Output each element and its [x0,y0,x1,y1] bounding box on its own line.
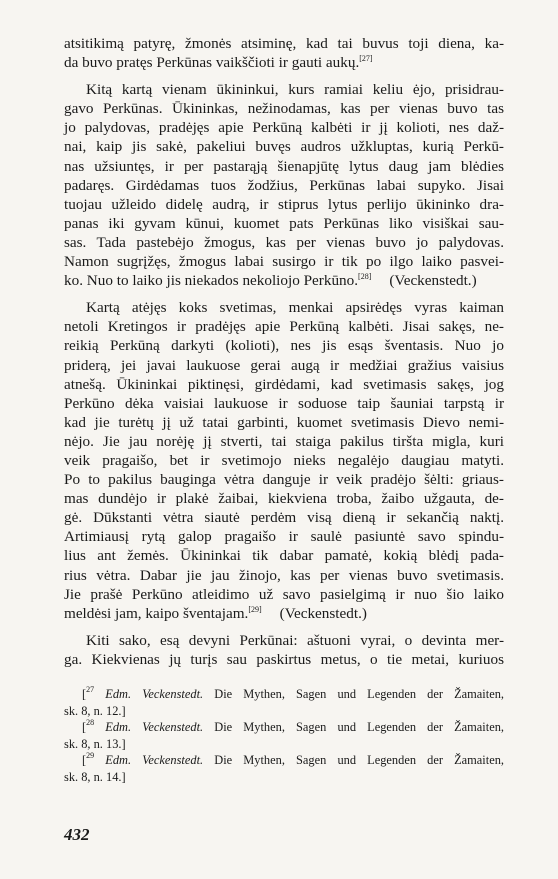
footnote-line: [$^{28}$ Edm. Veckenstedt. Die Mythen, Sagen und Legenden der Žamaiten, [82,718,504,735]
line-text: nėjo. Jie jau norėję jį stverti, tai staiga pakilus tiršta migla, kuri [64,432,504,450]
line-text: nai, kaip jis sakė, pakeliui buvęs audros užkluptas, kurią Perkū- [64,138,504,156]
text-line [64,176,504,195]
line-text: tuojau užleido didelę audrą, ir stiprus lytus perlijo ūkininko dra- [64,195,504,213]
text-line [64,413,504,432]
line-text: reikią Perkūną darkyti (kolioti), nes jis esąs šventasis. Nuo jo [64,337,504,355]
line-text: Namon sugrįžęs, žmogus labai susirgo ir tik po ilgo laiko pasvei- [64,253,504,271]
footnote-reference: [27] [359,54,373,64]
text-line [64,585,504,604]
footnote-ref-detail: sk. 8, n. 14.] [64,769,126,784]
text-line [64,271,504,290]
line-text: meldėsi jam, kaipo šventajam. [64,604,249,622]
line-text: ko. Nuo to laiko jis niekados nekoliojo Perkūno. [64,272,359,290]
text-line [64,508,504,527]
text-line [64,157,504,176]
text-line [64,527,504,546]
body-text [64,34,504,677]
text-line [64,34,504,53]
footnote [64,752,504,785]
text-line [64,137,504,156]
line-text: Po to pakilus bauginga vėtra danguje ir veik pradėjo šėlti: griaus- [64,471,504,489]
footnote-ref-detail: sk. 8, n. 13.] [64,736,126,751]
footnote-ref-detail: sk. 8, n. 12.] [64,703,126,718]
line-text: jo palydovas, pradėjęs apie Perkūną kalbėti ir jį kolioti, nes daž- [64,119,504,137]
text-line [64,252,504,271]
line-text: sas. Tada pastebėjo žmogus, kas per vienas buvo jo palydovas. [64,233,504,251]
footnote [64,719,504,752]
text-line [64,375,504,394]
footnote-reference: [28] [358,272,372,282]
footnote-reference: [29] [248,604,262,614]
footnote-author: Edm. Veckenstedt. [105,687,204,701]
text-line [64,650,504,669]
text-line [64,214,504,233]
line-text: priderą, jei javai laukuose gerai augą ir medžiai gražius vaisius [64,356,504,374]
footnote-line: [$^{29}$ Edm. Veckenstedt. Die Mythen, Sagen und Legenden der Žamaiten, [82,751,504,768]
footnote-mark: 28 [86,718,95,728]
text-line [64,566,504,585]
line-text: netoli Kretingos ir pradėjęs apie Perkūną kalbėti. Jisai sakęs, ne- [64,318,504,336]
text-line [64,432,504,451]
text-line [64,394,504,413]
line-text: panas iki gyvam kūnui, kuomet pats Perkūnas liko visiškai sau- [64,214,504,232]
source-citation: (Veckenstedt.) [389,272,477,290]
text-line [64,317,504,336]
line-text: rius vėtra. Dabar jie jau žinojo, kas per vienas buvo svetimasis. [64,566,504,584]
text-line [64,118,504,137]
line-text: Jie prašė Perkūno atleidimo už savo pasielgimą ir nuo šio laiko [64,585,504,603]
footnote-line [64,769,504,786]
footnote-author: Edm. Veckenstedt. [105,753,204,768]
line-text: Kartą atėjęs koks svetimas, menkai apsirėdęs vyras kaiman [86,299,504,317]
line-text: mas dundėjo ir plakė žaibai, kiekviena troba, žaibo užgauta, de- [64,490,504,508]
footnote-mark: 27 [86,685,95,694]
text-line [64,195,504,214]
line-text: atnešą. Ūkininkai piktinęsi, girdėdami, kad svetimasis sakęs, jog [64,375,504,393]
line-text: gė. Dūkstanti vėtra siautė perdėm visą dieną ir sekančią naktį. [64,509,504,527]
text-line [64,80,504,99]
text-line [64,356,504,375]
text-line [64,489,504,508]
paragraph [64,34,504,72]
text-line [64,99,504,118]
footnotes [64,686,504,786]
paragraph [64,80,504,290]
line-text: kad jie turėtų jį už tatai garbinti, kuomet svetimasis Dievo nemi- [64,413,504,431]
footnote-author: Edm. Veckenstedt. [105,720,204,735]
paragraph [64,298,504,623]
line-text: ga. Kiekvienas jų turįs sau paskirtus metus, o tie metai, kuriuos [64,650,504,668]
paragraph [64,631,504,669]
line-text: Kiti sako, esą devyni Perkūnai: aštuoni vyrai, o devinta mer- [86,631,504,649]
line-text: nas užsiuntęs, ir per pastarąją šienapjūtę lytus daug jam blėdies [64,157,504,175]
text-line [64,470,504,489]
text-line [64,298,504,317]
source-citation: (Veckenstedt.) [279,604,367,622]
line-text: veik pragaišo, bet ir svetimojo nieks negalėjo daugiau matyti. [64,451,504,469]
footnote-title: Die Mythen, Sagen und Legenden der Žamaiten, [214,720,504,735]
text-line [64,451,504,470]
text-line [64,631,504,650]
footnote-line [64,703,504,720]
text-line [64,233,504,252]
footnote-title: Die Mythen, Sagen und Legenden der Žamaiten, [214,753,504,768]
footnote [64,686,504,719]
line-text: padaręs. Girdėdamas tuos žodžius, Perkūnas labai supyko. Jisai [64,176,504,194]
footnote-mark: 29 [86,751,95,761]
footnote-line: [$^{27}$ Edm. Veckenstedt. Die Mythen, Sagen und Legenden der Žamaiten, [82,685,504,701]
line-text: lius ant žemės. Ūkininkai tik dabar pamatė, kokią blėdį pada- [64,547,504,565]
line-text: atsitikimą patyrę, žmonės atsiminę, kad tai buvus toji diena, ka- [64,35,504,52]
line-text: Artimiausį rytą galop pragaišo ir saulė pasiuntė savo spindu- [64,528,504,546]
text-line [64,546,504,565]
footnote-title: Die Mythen, Sagen und Legenden der Žamaiten, [214,687,504,701]
text-line [64,604,504,623]
line-text: da buvo pratęs Perkūnas vaikščioti ir gauti aukų. [64,54,360,72]
page-number: 432 [64,825,90,844]
footnote-line [64,736,504,753]
text-line [64,53,504,72]
line-text: Perkūno dėka vaisiai laukuose ir soduose taip šauniai tarpstą ir [64,394,504,412]
line-text: Kitą kartą vienam ūkininkui, kurs ramiai keliu ėjo, prisidrau- [86,81,504,99]
line-text: gavo Perkūnas. Ūkininkas, nežinodamas, kas per vienas buvo tas [64,100,504,118]
text-line [64,336,504,355]
